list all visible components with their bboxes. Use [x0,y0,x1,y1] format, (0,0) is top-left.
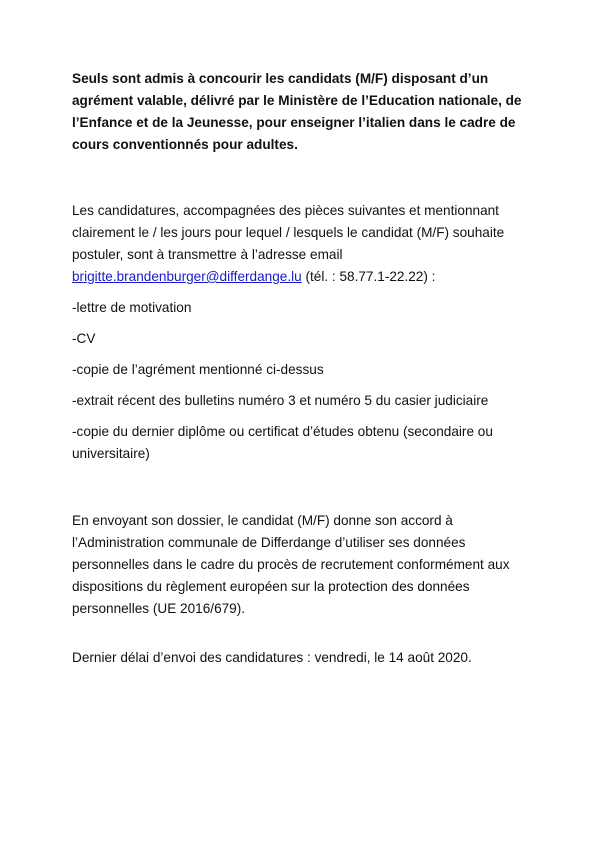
email-link[interactable]: brigitte.brandenburger@differdange.lu [72,269,302,284]
spacer [72,620,534,647]
spacer [72,319,534,328]
spacer [72,350,534,359]
application-paragraph [72,200,534,288]
document-item-agreement-copy: -copie de l’agrément mentionné ci-dessus [72,362,324,377]
deadline-paragraph: Dernier délai d’envoi des candidatures : vendredi, le 14 août 2020. [72,650,472,665]
document-item-motivation-letter: -lettre de motivation [72,300,192,315]
spacer [72,156,534,200]
spacer [72,288,534,297]
document-item-diploma: -copie du dernier diplôme ou certificat d’études obtenu (secondaire ou universitaire) [72,424,493,461]
eligibility-paragraph: Seuls sont admis à concourir les candidats (M/F) disposant d’un agrément valable, délivré par le Ministère de l’Education nationale, de l’Enfance et de la Jeunesse, pour enseigner l’italien dans le cadre de cours conventionnés pour adultes. [72,71,522,152]
phone-text: (tél. : 58.77.1-22.22) : [301,269,436,284]
consent-paragraph: En envoyant son dossier, le candidat (M/F) donne son accord à l’Administration communale de Differdange d’utiliser ses données personnelles dans le cadre du procès de recrutement conformément aux dispositions du règlement européen sur la protection des données personnelles (UE 2016/679). [72,513,510,616]
application-text: Les candidatures, accompagnées des pièces suivantes et mentionnant clairement le / les jours pour lequel / lesquels le candidat (M/F) souhaite postuler, sont à transmettre à l’adresse email [72,203,505,262]
document-item-criminal-record: -extrait récent des bulletins numéro 3 et numéro 5 du casier judiciaire [72,393,489,408]
document-body [72,68,534,669]
spacer [72,381,534,390]
document-item-cv: -CV [72,331,96,346]
spacer [72,465,534,510]
spacer [72,412,534,421]
